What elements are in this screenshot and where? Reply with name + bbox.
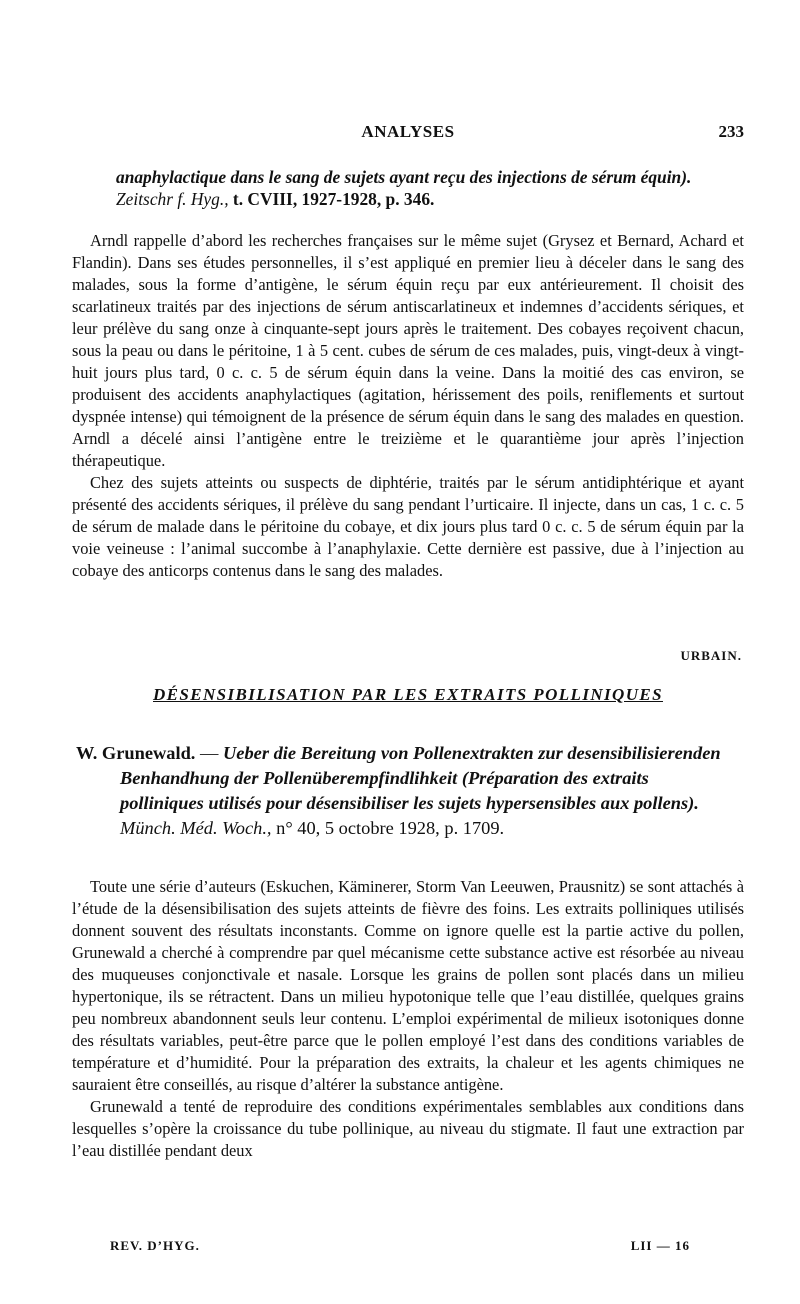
running-head — [72, 122, 744, 144]
footer-journal: REV. D’HYG. — [110, 1238, 200, 1253]
section-title: DÉSENSIBILISATION PAR LES EXTRAITS POLLINIQUES — [153, 685, 663, 704]
abstract2-author: W. Grunewald. — [76, 743, 196, 763]
abstract1-paragraph: Chez des sujets atteints ou suspects de diphtérie, traités par le sérum antidiphtérique et ayant présenté des accidents sériques, il prélève du sang pendant l’urticaire. Il injecte, dans un cas, 1 c. c. 5 de sérum de malade dans le péritoine du cobaye, et dix jours plus tard 0 c. c. 5 de sérum équin par la voie veineuse : l’animal succombe à l’anaphylaxie. Cette dernière est passive, due à l’injection au cobaye des anticorps contenus dans le sang des malades. — [72, 473, 744, 580]
abstract2-paragraph: Grunewald a tenté de reproduire des conditions expérimentales semblables aux conditions dans lesquelles s’opère la croissance du tube pollinique, au niveau du stigmate. Il faut une extraction par l’eau distillée pendant deux — [72, 1097, 744, 1160]
abstract1-body — [72, 230, 744, 582]
abstract2-paragraph: Toute une série d’auteurs (Eskuchen, Käminerer, Storm Van Leeuwen, Prausnitz) se sont attachés à l’étude de la désensibilisation des sujets atteints de fièvre des foins. Les extraits polliniques utilisés donnent souvent des résultats inconstants. Comme on ignore quelle est la partie active du pollen, Grunewald a cherché à comprendre par quel mécanisme cette substance active est résorbée au niveau des muqueuses conjonctivale et nasale. Lorsque les grains de pollen sont placés dans un milieu hypertonique, ils se rétractent. Dans un milieu hypotonique telle que l’eau distillée, quelques grains peu nombreux abandonnent seuls leur contenu. L’emploi expérimental de milieux isotoniques donne des résultats variables, peut-être parce que le pollen employé l’est dans des conditions variables de température et d’humidité. Pour la préparation des extraits, la chaleur et les agents chimiques ne sauraient être conseillés, au risque d’altérer la substance antigène. — [72, 877, 744, 1094]
abstract1-title-continuation: anaphylactique dans le sang de sujets ayant reçu des injections de sérum équin). — [116, 167, 692, 187]
abstract2-reference: n° 40, 5 octobre 1928, p. 1709. — [276, 818, 505, 838]
footer-signature-mark: LII — 16 — [630, 1238, 690, 1253]
abstract1-journal: Zeitschr f. Hyg., — [116, 189, 229, 209]
abstract2-title: Ueber die Bereitung von Pollenextrakten zur desensibilisierenden Benhandhung der Pollenüberempfindlihkeit (Préparation des extraits polliniques utilisés pour désensibiliser les sujets hypersensibles aux pollens). — [120, 743, 721, 813]
abstract2-dash: — — [200, 743, 219, 763]
abstract2-citation — [76, 741, 736, 841]
running-head-title: ANALYSES — [361, 122, 455, 141]
abstract1-citation — [116, 166, 746, 210]
abstract1-reference: t. CVIII, 1927-1928, p. 346. — [232, 189, 435, 209]
abstract1-signature: URBAIN. — [680, 648, 742, 663]
abstract2-journal: Münch. Méd. Woch., — [120, 818, 272, 838]
abstract2-body — [72, 876, 744, 1162]
page-number: 233 — [718, 122, 744, 141]
abstract1-paragraph: Arndl rappelle d’abord les recherches françaises sur le même sujet (Grysez et Bernard, Achard et Flandin). Dans ses études personnelles, il s’est appliqué en premier lieu à déceler dans le sang des malades, sous la forme d’antigène, le sérum équin reçu par eux antérieurement. Il choisit des scarlatineux traités par des injections de sérum antiscarlatineux et indemnes d’accidents sériques, et leur prélève du sang onze à cinquante-sept jours après le traitement. Des cobayes reçoivent chacun, sous la peau ou dans le péritoine, 1 à 5 cent. cubes de sérum de ces malades, puis, vingt-deux à vingt-huit jours plus tard, 0 c. c. 5 de sérum équin dans la veine. Dans la moitié des cas environ, se produisent des accidents anaphylactiques (agitation, hérissement des poils, reniflements et surtout dyspnée intense) qui témoignent de la présence de sérum équin dans le sang des malades en question. Arndl a décelé ainsi l’antigène entre le treizième et le quarantième jour après l’injection thérapeutique. — [72, 231, 744, 470]
